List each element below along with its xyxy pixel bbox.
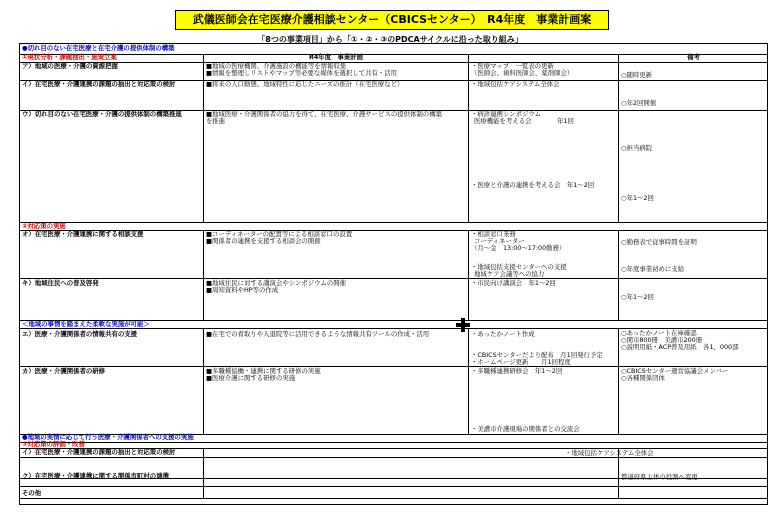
row-a-plan-1: ■地域の医療機関、介護施設の機能等を情報収集 bbox=[206, 62, 347, 70]
row-o-note-1: ○勤務表で従事時間を証明 bbox=[621, 238, 697, 246]
row-o-measure-1: ・相談窓口業務 bbox=[471, 230, 516, 238]
row-e-note-2: ○関市800冊 美濃市200冊 bbox=[621, 336, 703, 344]
row-e-measure-1: ・あったかノート作成 bbox=[471, 330, 535, 338]
row-u-measure-3: ・医療と介護の連携を考える会 年1～2回 bbox=[471, 181, 595, 189]
section-evaluation: ③対応策の評価・改善 bbox=[22, 440, 85, 448]
row-ki-plan-1: ■地域住民に対する講演会やシンポジウムの開催 bbox=[206, 279, 347, 287]
col-header-plan: R4年度 事業計画 bbox=[308, 53, 364, 61]
row-a-plan-2: ■情報を整理しリストやマップ等必要な媒体を選択して共有・活用 bbox=[206, 69, 397, 77]
row-i-note-1: ○年2回開催 bbox=[621, 99, 657, 107]
row-o-measure-5: 地域ケア会議等への協力 bbox=[474, 270, 545, 278]
row-a-item: ア）地域の医療・介護の資源把握 bbox=[22, 62, 118, 70]
row-ki-plan-2: ■周知資料やHP等の作成 bbox=[206, 286, 279, 294]
row-u-note-2: ○年1～2回 bbox=[621, 194, 654, 202]
row-i-measure-1: ・地域包括ケアシステム全体会 bbox=[471, 80, 560, 88]
row-u-plan-2: を推進 bbox=[206, 117, 226, 125]
page-subtitle: 「8つの事業項目」から「①・②・③のPDCAサイクルに沿った取り組み」 bbox=[257, 35, 523, 44]
bottom-heading: ●地域の実情に応じて行う医療・介護関係者への支援の実施 bbox=[22, 433, 194, 441]
row-ka-measure-2: ・美濃市介護現場の関係者との交流会 bbox=[471, 425, 580, 433]
row-i2-item: イ）在宅医療・介護連携の課題の抽出と対応策の検討 bbox=[22, 448, 176, 456]
row-ki-item: キ）地域住民への普及啓発 bbox=[22, 279, 99, 287]
row-u-note-1: ○担当病院 bbox=[621, 144, 653, 152]
move-cursor-icon bbox=[456, 318, 470, 332]
row-e-note-3: ○説明用紙・ACP普及用紙 各1，000部 bbox=[621, 343, 739, 351]
row-e-item: エ）医療・介護関係者の情報共有の支援 bbox=[22, 330, 138, 338]
row-ka-note-1: ○CBICSセンター運営協議会メンバー bbox=[621, 367, 729, 375]
row-a-measure-2: （医師会、歯科医師会、薬剤師会） bbox=[471, 69, 574, 77]
row-u-plan-1: ■地域医療・介護関係者の協力を得て、在宅医療、介護サービスの提供体制の構築 bbox=[206, 110, 442, 118]
plan-table bbox=[19, 43, 768, 505]
row-ka-measure-1: ・多職種連携研修会 年1～2回 bbox=[471, 367, 563, 375]
row-o-note-2: ○年度事業初めに支給 bbox=[621, 265, 685, 273]
row-o-plan-2: ■関係者の連携を支援する相談会の開催 bbox=[206, 237, 321, 245]
row-ka-note-2: ○各種関係団体 bbox=[621, 374, 665, 382]
row-o-item: オ）在宅医療・介護連携に関する相談支援 bbox=[22, 230, 144, 238]
row-e-measure-2: ・CBICSセンターだより配布 月1回発行予定 bbox=[471, 351, 603, 359]
row-o-plan-1: ■コーディネーターの配置等による相談窓口の設置 bbox=[206, 230, 353, 238]
row-a-note-1: ○随時更新 bbox=[621, 71, 653, 79]
row-i2-measure-1: ・地域包括ケアシステム全体会 bbox=[565, 449, 654, 457]
row-e-note-1: ○あったかノート在庫確認 bbox=[621, 329, 697, 337]
section-analysis: ①現状分析・課題抽出・施策立案 bbox=[22, 53, 117, 61]
row-u-measure-1: ・病診連携シンポジウム bbox=[471, 110, 542, 118]
row-i-plan-1: ■将来の人口動態、地域特性に応じたニーズの推計（在宅医療など） bbox=[206, 80, 404, 88]
row-other-item: その他 bbox=[22, 489, 42, 497]
row-u-item: ウ）切れ目のない在宅医療・介護の提供体制の構築推進 bbox=[22, 110, 182, 118]
section-implementation: ②対応策の実施 bbox=[22, 222, 66, 230]
row-ka-plan-1: ■多職種協働・連携に関する研修の実施 bbox=[206, 367, 321, 375]
row-a-measure-1: ・医療マップ 一覧表の更新 bbox=[471, 62, 554, 70]
col-header-note: 備考 bbox=[687, 53, 700, 61]
row-i-item: イ）在宅医療・介護連携の課題の抽出と対応策の検討 bbox=[22, 80, 176, 88]
page-title: 武儀医師会在宅医療介護相談センター（CBICSセンター） R4年度 事業計画案 bbox=[175, 10, 609, 30]
row-o-measure-4: ・地域包括支援センターへの支援 bbox=[471, 263, 567, 271]
row-ka-plan-2: ■医療介護に関する研修の実施 bbox=[206, 374, 296, 382]
row-ka-item: カ）医療・介護関係者の研修 bbox=[22, 367, 106, 375]
row-o-measure-3: （月～金 13:00～17:00勤務） bbox=[471, 244, 566, 252]
row-ki-note-1: ○年1～2回 bbox=[621, 293, 654, 301]
row-ku-note-1: 都道府県主体の役割へ変更 bbox=[621, 473, 698, 481]
row-u-measure-2: 医療機能を考える会 年1回 bbox=[474, 117, 574, 125]
top-heading: ●切れ目のない在宅医療と在宅介護の提供体制の構築 bbox=[22, 44, 175, 52]
row-o-measure-2: コーディネーター bbox=[474, 237, 525, 245]
row-ku-item: ク）在宅医療・介護連携に関する関係市町村の連携 bbox=[22, 472, 169, 480]
row-ki-measure-1: ・市民向け講演会 年1～2回 bbox=[471, 279, 556, 287]
row-e-plan-1: ■在宅での看取りや入退院等に活用できるような情報共有ツールの作成・活用 bbox=[206, 330, 430, 338]
section-flexible: ＜地域の事情を踏まえた柔軟な実施が可能＞ bbox=[22, 320, 150, 328]
row-e-measure-3: ・ホームページ更新 月1回程度 bbox=[471, 358, 571, 366]
